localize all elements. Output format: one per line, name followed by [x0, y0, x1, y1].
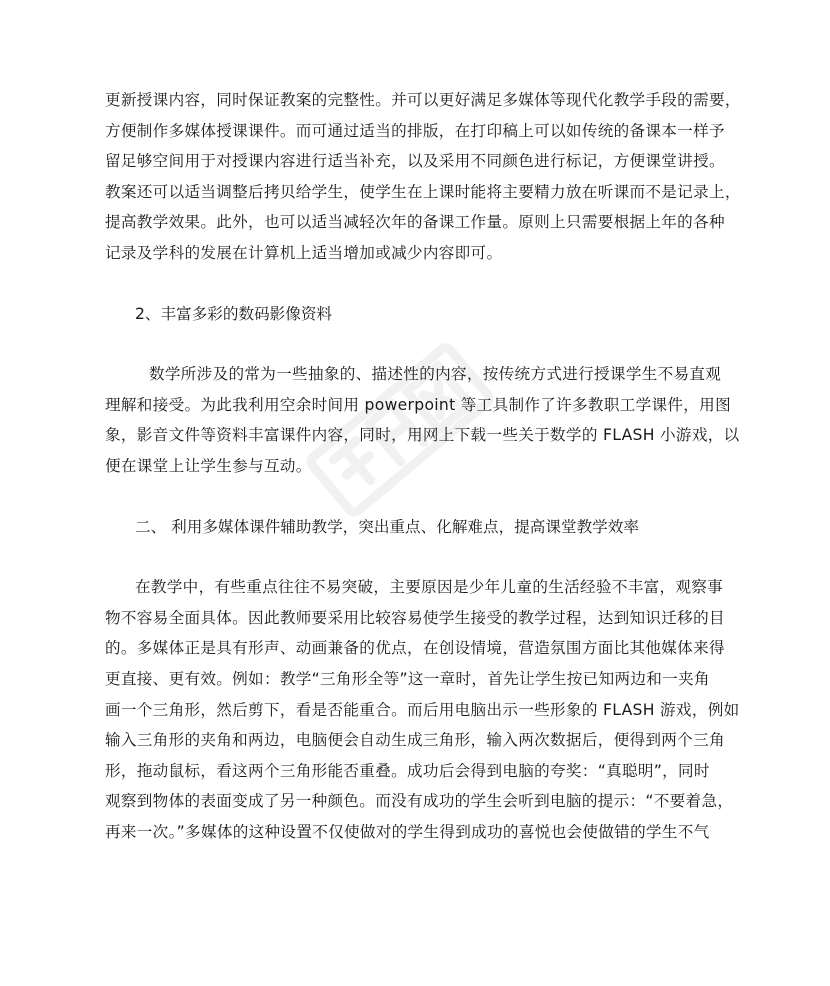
text-line: 理解和接受。为此我利用空余时间用 powerpoint 等工具制作了许多教职工学课件，用图 — [105, 395, 731, 414]
text-line: 输入三角形的夹角和两边，电脑便会自动生成三角形，输入两次数据后，便得到两个三角 — [105, 731, 725, 750]
text-line: 更新授课内容，同时保证教案的完整性。并可以更好满足多媒体等现代化教学手段的需要， — [105, 91, 741, 109]
text-line: 象，影音文件等资料丰富课件内容，同时，用网上下载一些关于数学的 FLASH 小游戏，以 — [105, 426, 740, 445]
text-line: 记录及学科的发展在计算机上适当增加或减少内容即可。 — [105, 243, 503, 262]
text-line: 更直接、更有效。例如：教学“三角形全等”这一章时，首先让学生按已知两边和一夹角 — [105, 669, 710, 688]
text-line: 方便制作多媒体授课课件。而可通过适当的排版，在打印稿上可以如传统的备课本一样予 — [105, 121, 725, 140]
paragraph-3 — [105, 572, 740, 847]
text-line: 观察到物体的表面变成了另一种颜色。而没有成功的学生会听到电脑的提示：“不要着急， — [105, 792, 734, 811]
text-line: 的。多媒体正是具有形声、动画兼备的优点，在创设情境，营造氛围方面比其他媒体来得 — [105, 639, 725, 658]
text-line: 教案还可以适当调整后拷贝给学生，使学生在上课时能将主要精力放在听课而不是记录上， — [105, 182, 741, 201]
text-line: 在教学中，有些重点往往不易突破，主要原因是少年儿童的生活经验不丰富，观察事 — [135, 578, 724, 597]
paragraph-2 — [105, 359, 740, 481]
section-heading-3: 二、 利用多媒体课件辅助教学，突出重点、化解难点，提高课堂教学效率 — [135, 517, 639, 536]
text-line: 提高教学效果。此外，也可以适当减轻次年的备课工作量。原则上只需要根据上年的各种 — [105, 213, 725, 232]
text-line: 画一个三角形，然后剪下，看是否能重合。而后用电脑出示一些形象的 FLASH 游戏，例如 — [105, 700, 740, 719]
text-line: 形，拖动鼠标，看这两个三角形能否重叠。成功后会得到电脑的夸奖：“真聪明”，同时 — [105, 761, 710, 780]
text-line: 物不容易全面具体。因此教师要采用比较容易使学生接受的教学过程，达到知识迁移的目 — [105, 608, 725, 627]
text-line: 便在课堂上让学生参与互动。 — [105, 456, 312, 475]
paragraph-1 — [105, 85, 741, 269]
text-line: 再来一次。”多媒体的这种设置不仅使做对的学生得到成功的喜悦也会使做错的学生不气 — [105, 822, 710, 841]
text-line: 数学所涉及的常为一些抽象的、描述性的内容，按传统方式进行授课学生不易直观 — [149, 365, 722, 384]
section-heading-2: 2、丰富多彩的数码影像资料 — [135, 304, 333, 323]
text-line: 留足够空间用于对授课内容进行适当补充，以及采用不同颜色进行标记，方便课堂讲授。 — [105, 152, 725, 171]
document-body — [105, 85, 741, 847]
